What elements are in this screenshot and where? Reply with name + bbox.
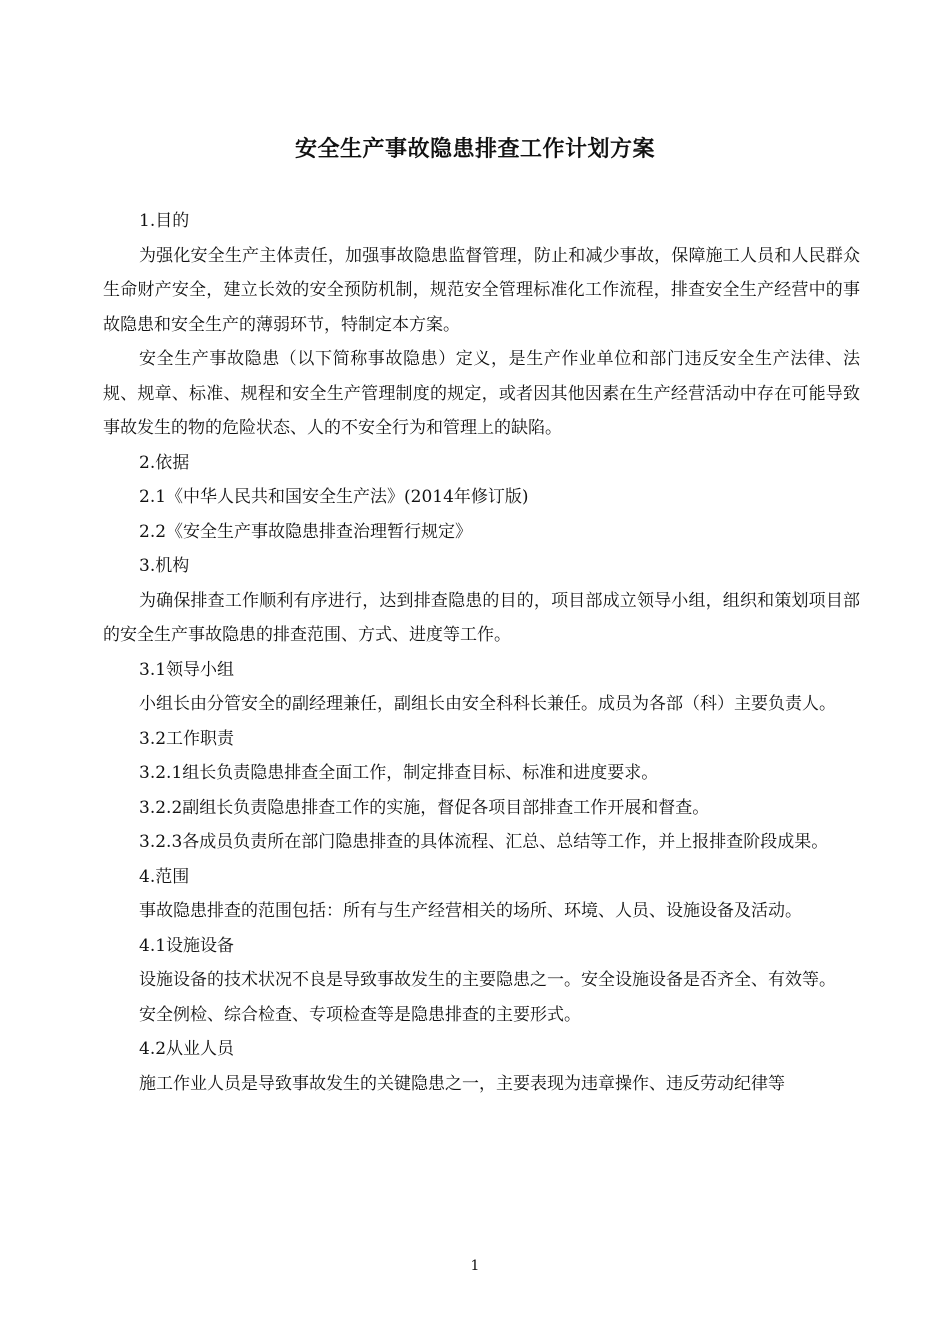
paragraph-organization: 为确保排查工作顺利有序进行，达到排查隐患的目的，项目部成立领导小组，组织和策划项目部的安全生产事故隐患的排查范围、方式、进度等工作。	[103, 590, 860, 645]
subsection-heading-duties: 3.2工作职责	[139, 728, 235, 749]
paragraph-scope: 事故隐患排查的范围包括：所有与生产经营相关的场所、环境、人员、设施设备及活动。	[139, 901, 802, 921]
paragraph-leadership: 小组长由分管安全的副经理兼任，副组长由安全科科长兼任。成员为各部（科）主要负责人。	[139, 694, 836, 714]
page-number: 1	[470, 1258, 480, 1274]
paragraph-inspection: 安全例检、综合检查、专项检查等是隐患排查的主要形式。	[139, 1004, 581, 1025]
duty-item-1: 3.2.1组长负责隐患排查全面工作，制定排查目标、标准和进度要求。	[139, 763, 659, 783]
paragraph-purpose: 为强化安全生产主体责任，加强事故隐患监督管理，防止和减少事故，保障施工人员和人民群众生命财产安全，建立长效的安全预防机制，规范安全管理标准化工作流程，排查安全生产经营中的事故隐患和安全生产的薄弱环节，特制定本方案。	[103, 245, 860, 335]
subsection-heading-leadership: 3.1领导小组	[139, 659, 235, 680]
paragraph-personnel: 施工作业人员是导致事故发生的关键隐患之一，主要表现为违章操作、违反劳动纪律等	[139, 1073, 785, 1094]
paragraph-definition: 安全生产事故隐患（以下简称事故隐患）定义，是生产作业单位和部门违反安全生产法律、法规、规章、标准、规程和安全生产管理制度的规定，或者因其他因素在生产经营活动中存在可能导致事故发生的物的危险状态、人的不安全行为和管理上的缺陷。	[103, 349, 860, 438]
duty-item-2: 3.2.2副组长负责隐患排查工作的实施，督促各项目部排查工作开展和督查。	[139, 797, 710, 818]
section-heading-organization: 3.机构	[139, 556, 190, 576]
basis-item-1: 2.1《中华人民共和国安全生产法》(2014年修订版)	[139, 487, 529, 507]
duty-item-3: 3.2.3各成员负责所在部门隐患排查的具体流程、汇总、总结等工作，并上报排查阶段成果。	[139, 832, 829, 852]
basis-item-2: 2.2《安全生产事故隐患排查治理暂行规定》	[139, 521, 473, 542]
section-heading-purpose: 1.目的	[139, 211, 190, 231]
document-body	[103, 204, 860, 1101]
subsection-heading-personnel: 4.2从业人员	[139, 1039, 235, 1059]
subsection-heading-equipment: 4.1设施设备	[139, 935, 235, 956]
section-heading-scope: 4.范围	[139, 866, 190, 887]
section-heading-basis: 2.依据	[139, 452, 190, 473]
paragraph-equipment: 设施设备的技术状况不良是导致事故发生的主要隐患之一。安全设施设备是否齐全、有效等。	[139, 970, 836, 990]
document-title: 安全生产事故隐患排查工作计划方案	[294, 137, 655, 162]
